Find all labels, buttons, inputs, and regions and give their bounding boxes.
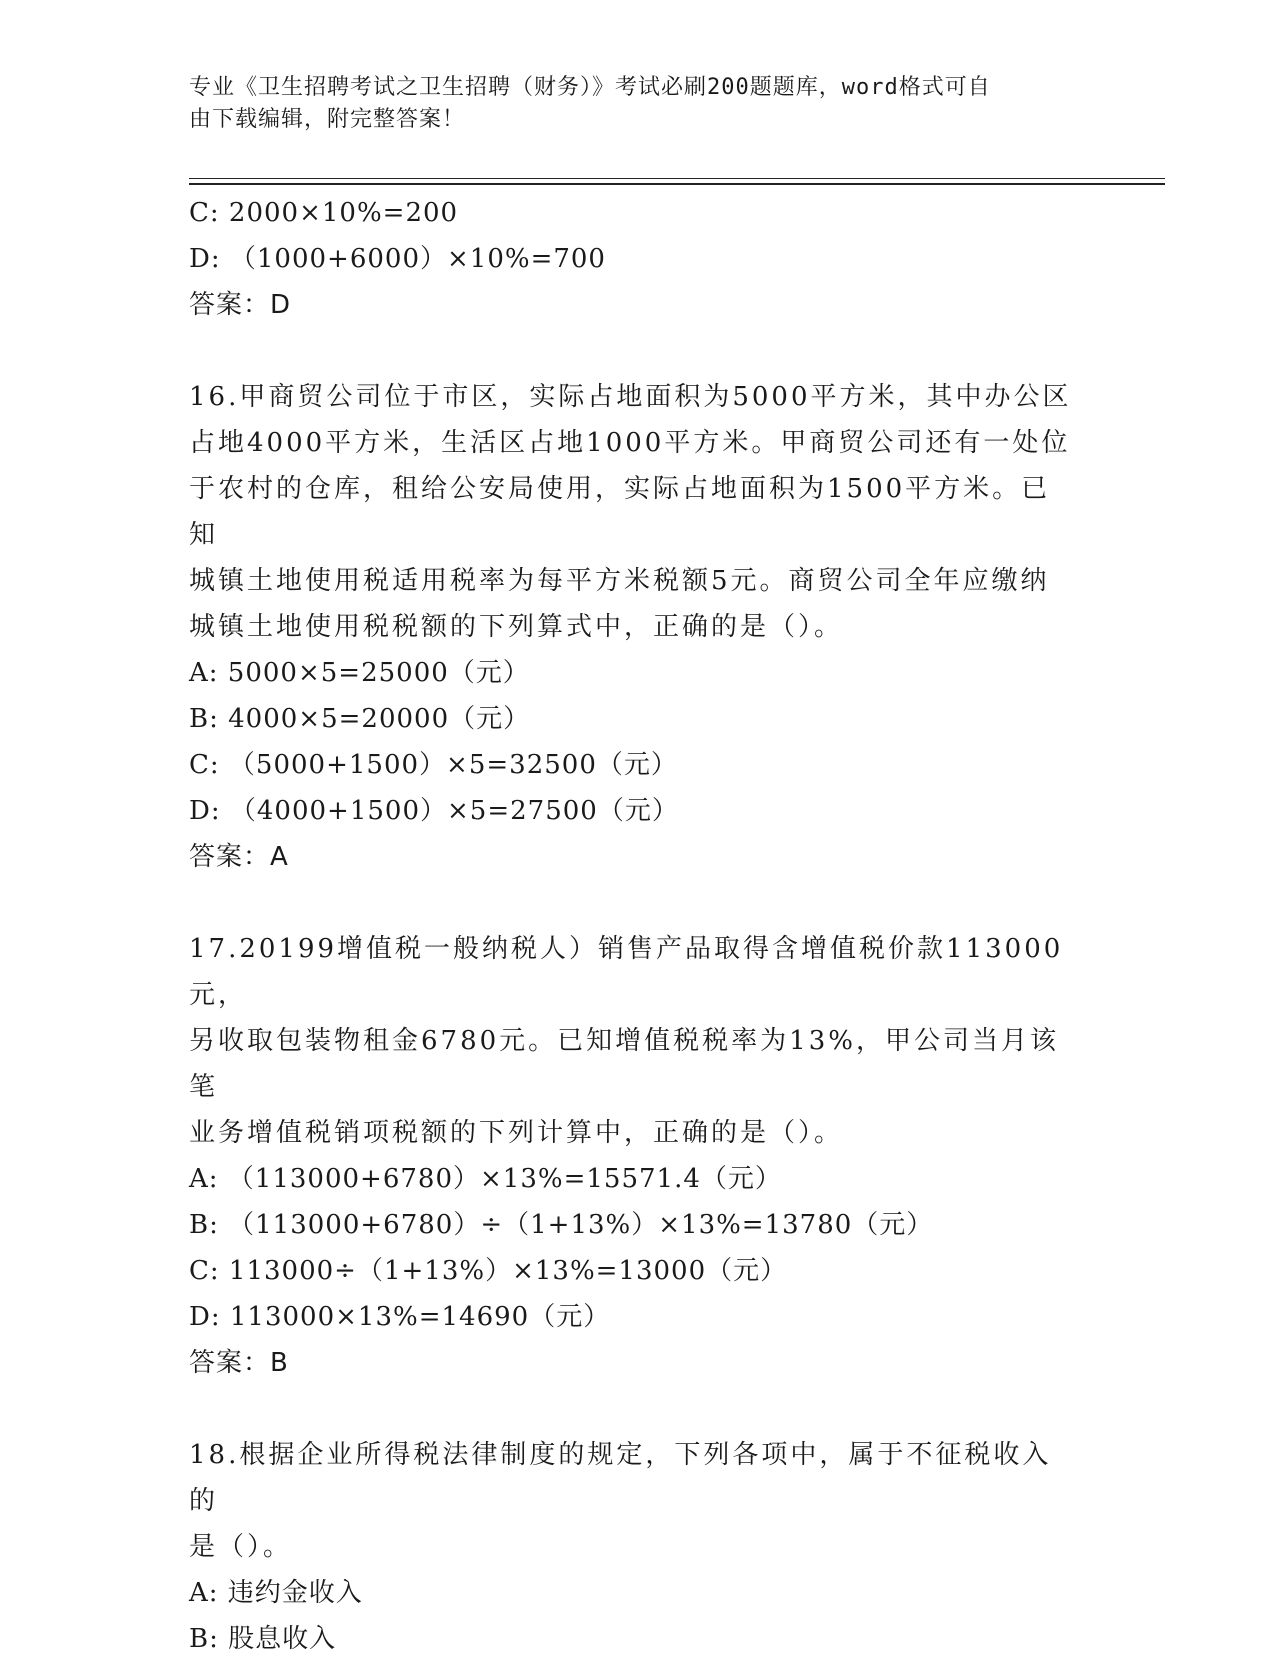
header-line-2: 由下载编辑，附完整答案！ <box>189 107 466 132</box>
question-stem-line: 另收取包装物租金6780元。已知增值税税率为13%，甲公司当月该笔 <box>189 1026 1059 1102</box>
question-16 <box>189 374 1089 880</box>
option-a: A: 5000×5=25000（元） <box>189 658 530 688</box>
question-stem-line: 于农村的仓库，租给公安局使用，实际占地面积为1500平方米。已知 <box>189 474 1051 550</box>
question-stem-line: 城镇土地使用税税额的下列算式中，正确的是（）。 <box>189 612 844 642</box>
answer-line: 答案：D <box>189 290 292 320</box>
question-stem-line: 17.20199增值税一般纳税人）销售产品取得含增值税价款113000元， <box>189 934 1064 1010</box>
question-stem-line: 16.甲商贸公司位于市区，实际占地面积为5000平方米，其中办公区 <box>189 382 1072 412</box>
option-b: B: 4000×5=20000（元） <box>189 704 531 734</box>
document-header <box>189 72 1089 136</box>
question-stem-line: 业务增值税销项税额的下列计算中，正确的是（）。 <box>189 1118 844 1148</box>
option-d: D: （1000+6000）×10%=700 <box>189 244 606 274</box>
question-18 <box>189 1432 1089 1662</box>
option-a: A: （113000+6780）×13%=15571.4（元） <box>189 1164 782 1194</box>
question-15-tail <box>189 190 1089 328</box>
header-line-1: 专业《卫生招聘考试之卫生招聘（财务）》考试必刷200题题库，word格式可自 <box>189 75 991 100</box>
question-stem-line: 占地4000平方米，生活区占地1000平方米。甲商贸公司还有一处位 <box>189 428 1071 458</box>
question-stem-line: 是（）。 <box>189 1532 293 1562</box>
question-17 <box>189 926 1089 1386</box>
option-b: B: （113000+6780）÷（1+13%）×13%=13780（元） <box>189 1210 934 1240</box>
question-stem-line: 城镇土地使用税适用税率为每平方米税额5元。商贸公司全年应缴纳 <box>189 566 1050 596</box>
option-a: A: 违约金收入 <box>189 1578 363 1608</box>
document-body <box>189 190 1089 1662</box>
option-b: B: 股息收入 <box>189 1624 337 1654</box>
answer-line: 答案：B <box>189 1348 289 1378</box>
answer-line: 答案：A <box>189 842 289 872</box>
option-c: C: 2000×10%=200 <box>189 198 459 228</box>
option-c: C: 113000÷（1+13%）×13%=13000（元） <box>189 1256 788 1286</box>
question-stem-line: 18.根据企业所得税法律制度的规定，下列各项中，属于不征税收入的 <box>189 1440 1052 1516</box>
header-divider-thick <box>189 183 1165 185</box>
option-d: D: （4000+1500）×5=27500（元） <box>189 796 679 826</box>
header-divider-thin <box>189 178 1165 179</box>
option-c: C: （5000+1500）×5=32500（元） <box>189 750 678 780</box>
option-d: D: 113000×13%=14690（元） <box>189 1302 611 1332</box>
